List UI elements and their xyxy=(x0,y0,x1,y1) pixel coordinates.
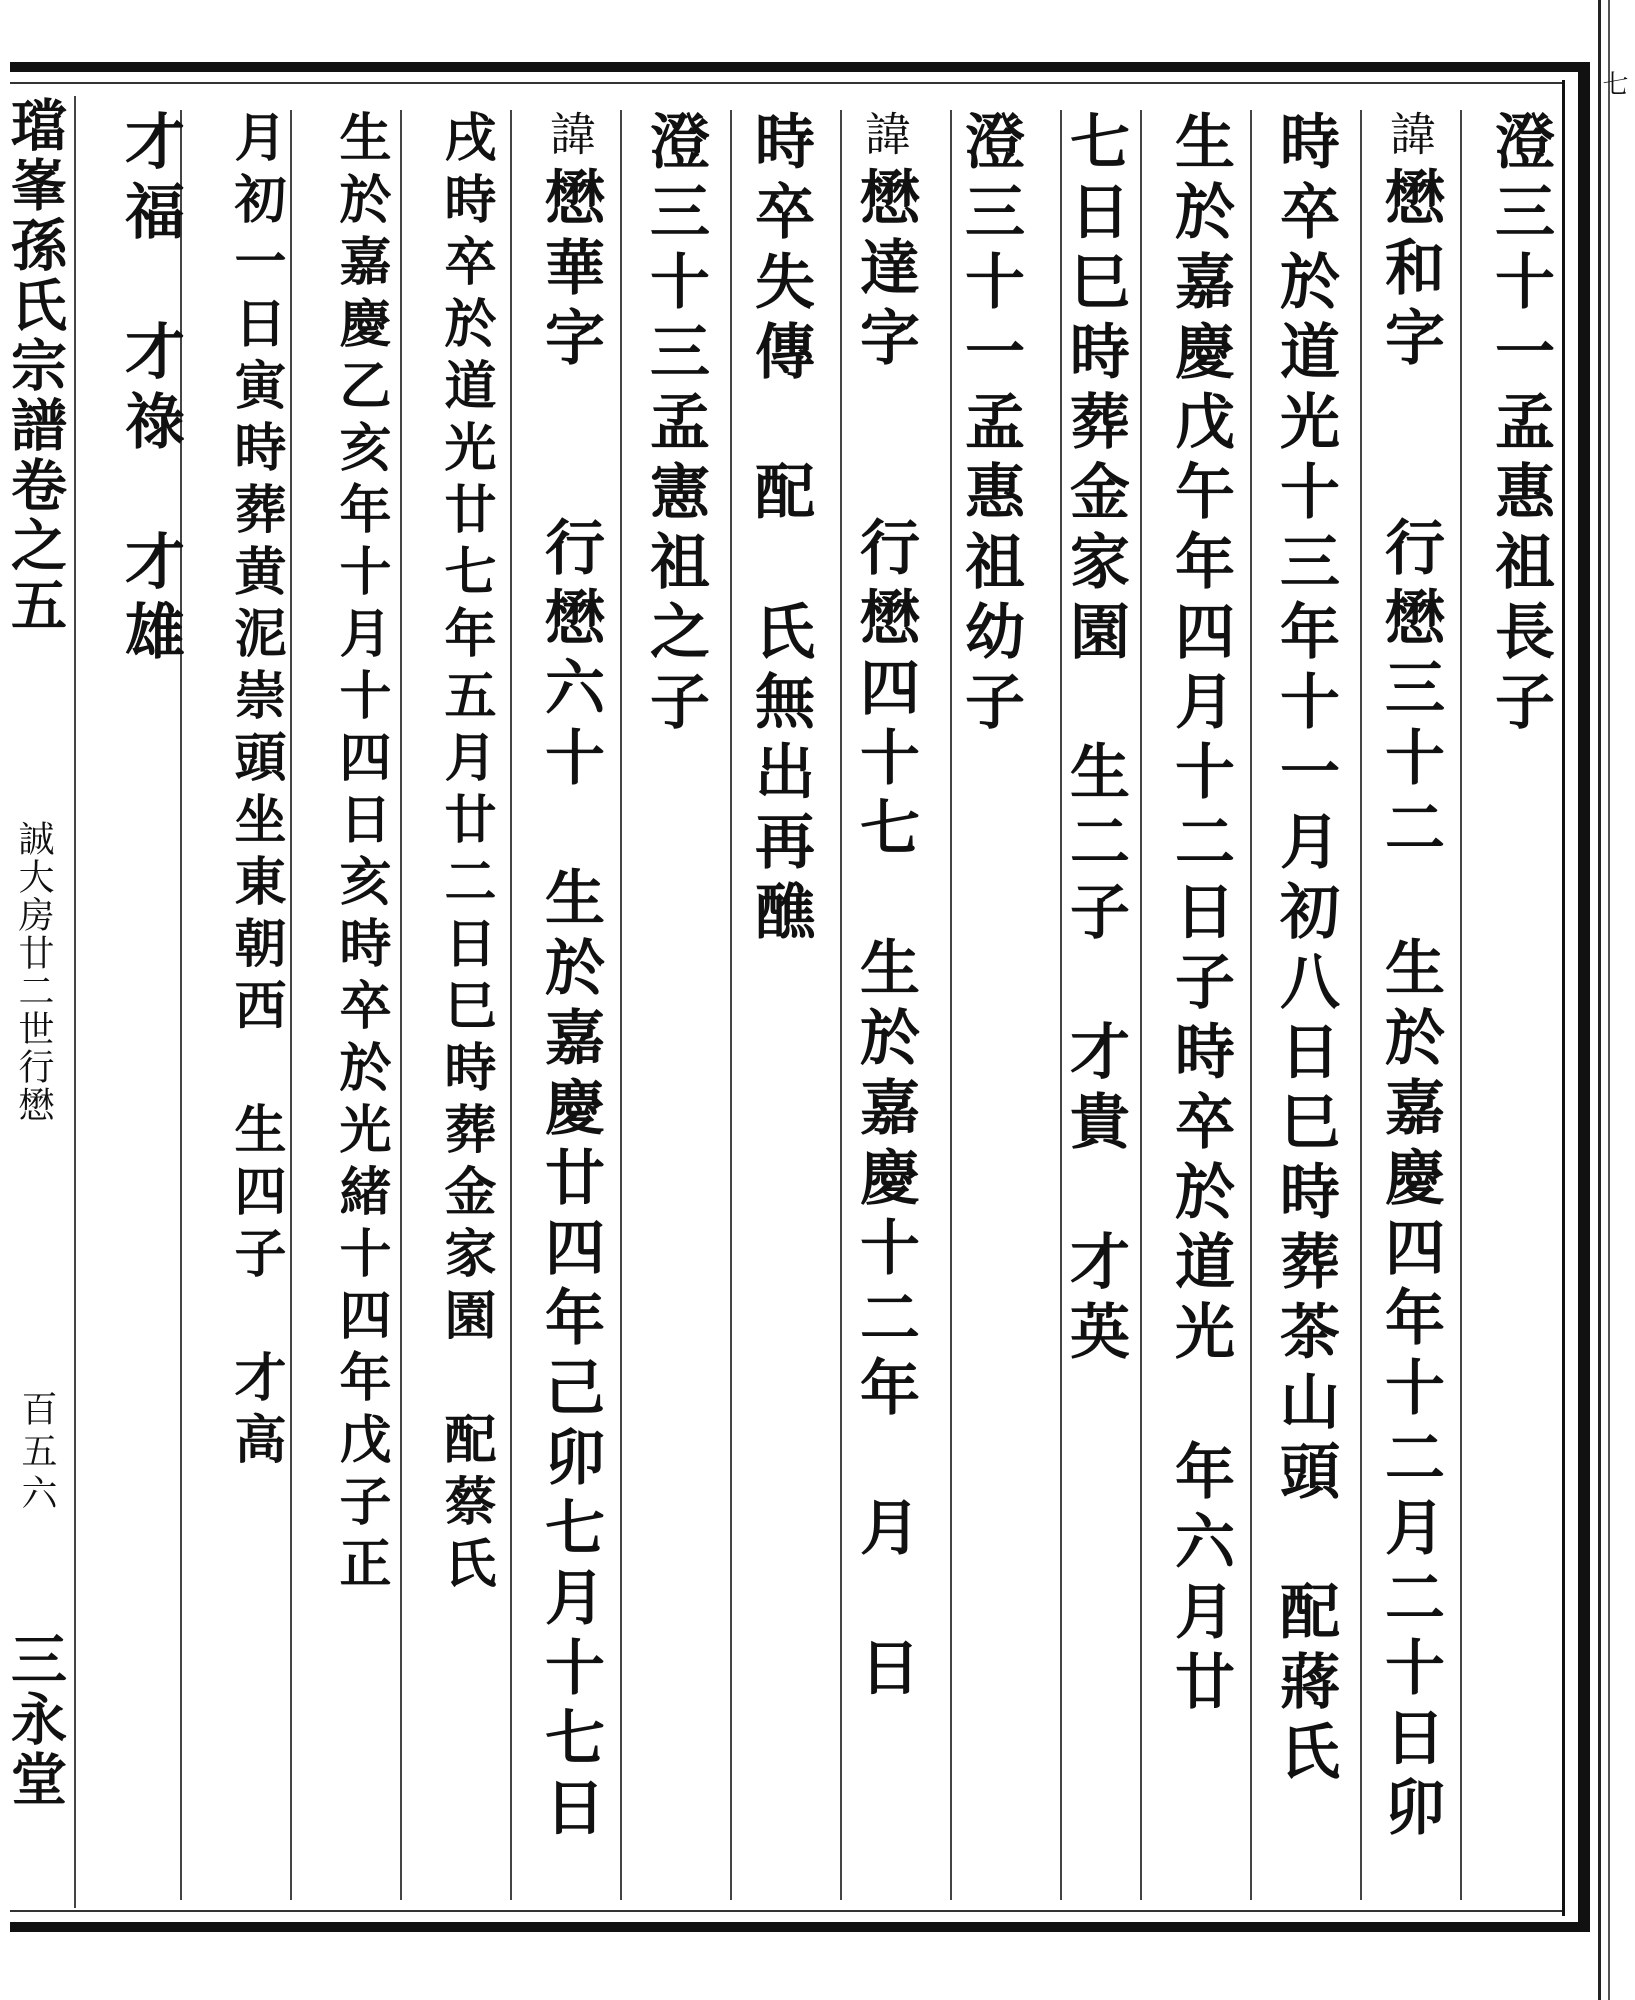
column-entry: 戌時卒於道光廿七年五月廿二日巳時葬金家園 配蔡氏 xyxy=(435,110,496,1598)
column-entry: 月初一日寅時葬黄泥崇頭坐東朝西 生四子 才高 xyxy=(225,110,286,1474)
book-title: 璫峯孫氏宗譜卷之五 xyxy=(2,96,68,636)
column-entry: 七日巳時葬金家園 生二子 才貴 才英 xyxy=(1060,110,1130,1370)
frame-inner-bottom-rule xyxy=(10,1910,1562,1912)
margin-rule xyxy=(74,96,76,1908)
adjacent-page-fragment: 七 xyxy=(1598,70,1628,96)
column-heading: 澄三十三孟憲祖之子 xyxy=(640,110,710,740)
column-entry: 時卒失傳 配 氏無出再醮 xyxy=(745,110,815,950)
frame-right-border xyxy=(1578,62,1590,1932)
branch-label: 誠大房廿二世行懋 xyxy=(13,820,54,1124)
frame-bottom-border xyxy=(10,1922,1590,1932)
column-heading: 澄三十一孟惠祖幼子 xyxy=(955,110,1025,740)
column-heading: 澄三十一孟惠祖長子 xyxy=(1485,110,1555,740)
hall-name: 三永堂 xyxy=(2,1630,68,1810)
column-entry: 生於嘉慶戊午年四月十二日子時卒於道光 年六月廿 xyxy=(1165,110,1235,1720)
column-entry: 生於嘉慶乙亥年十月十四日亥時卒於光緒十四年戊子正 xyxy=(330,110,391,1598)
column-rule xyxy=(1250,110,1252,1900)
page-edge xyxy=(1598,0,1601,2000)
column-entry: 時卒於道光十三年十一月初八日巳時葬茶山頭 配蔣氏 xyxy=(1270,110,1340,1790)
frame-inner-top-rule xyxy=(10,82,1562,84)
column-entry: 諱懋達字 行懋四十七 生於嘉慶十二年 月 日 xyxy=(850,110,920,1706)
column-entry: 諱懋和字 行懋三十二 生於嘉慶四年十二月二十日卯 xyxy=(1375,110,1445,1846)
column-rule xyxy=(1460,110,1462,1900)
page-number: 百五六 xyxy=(16,1390,57,1516)
column-entry: 才福 才祿 才雄 xyxy=(115,110,185,670)
page-edge-secondary xyxy=(1608,0,1610,2000)
frame-top-border xyxy=(10,62,1590,72)
column-rule xyxy=(620,110,622,1900)
column-entry: 諱懋華字 行懋六十 生於嘉慶廿四年己卯七月十七日 xyxy=(535,110,605,1846)
